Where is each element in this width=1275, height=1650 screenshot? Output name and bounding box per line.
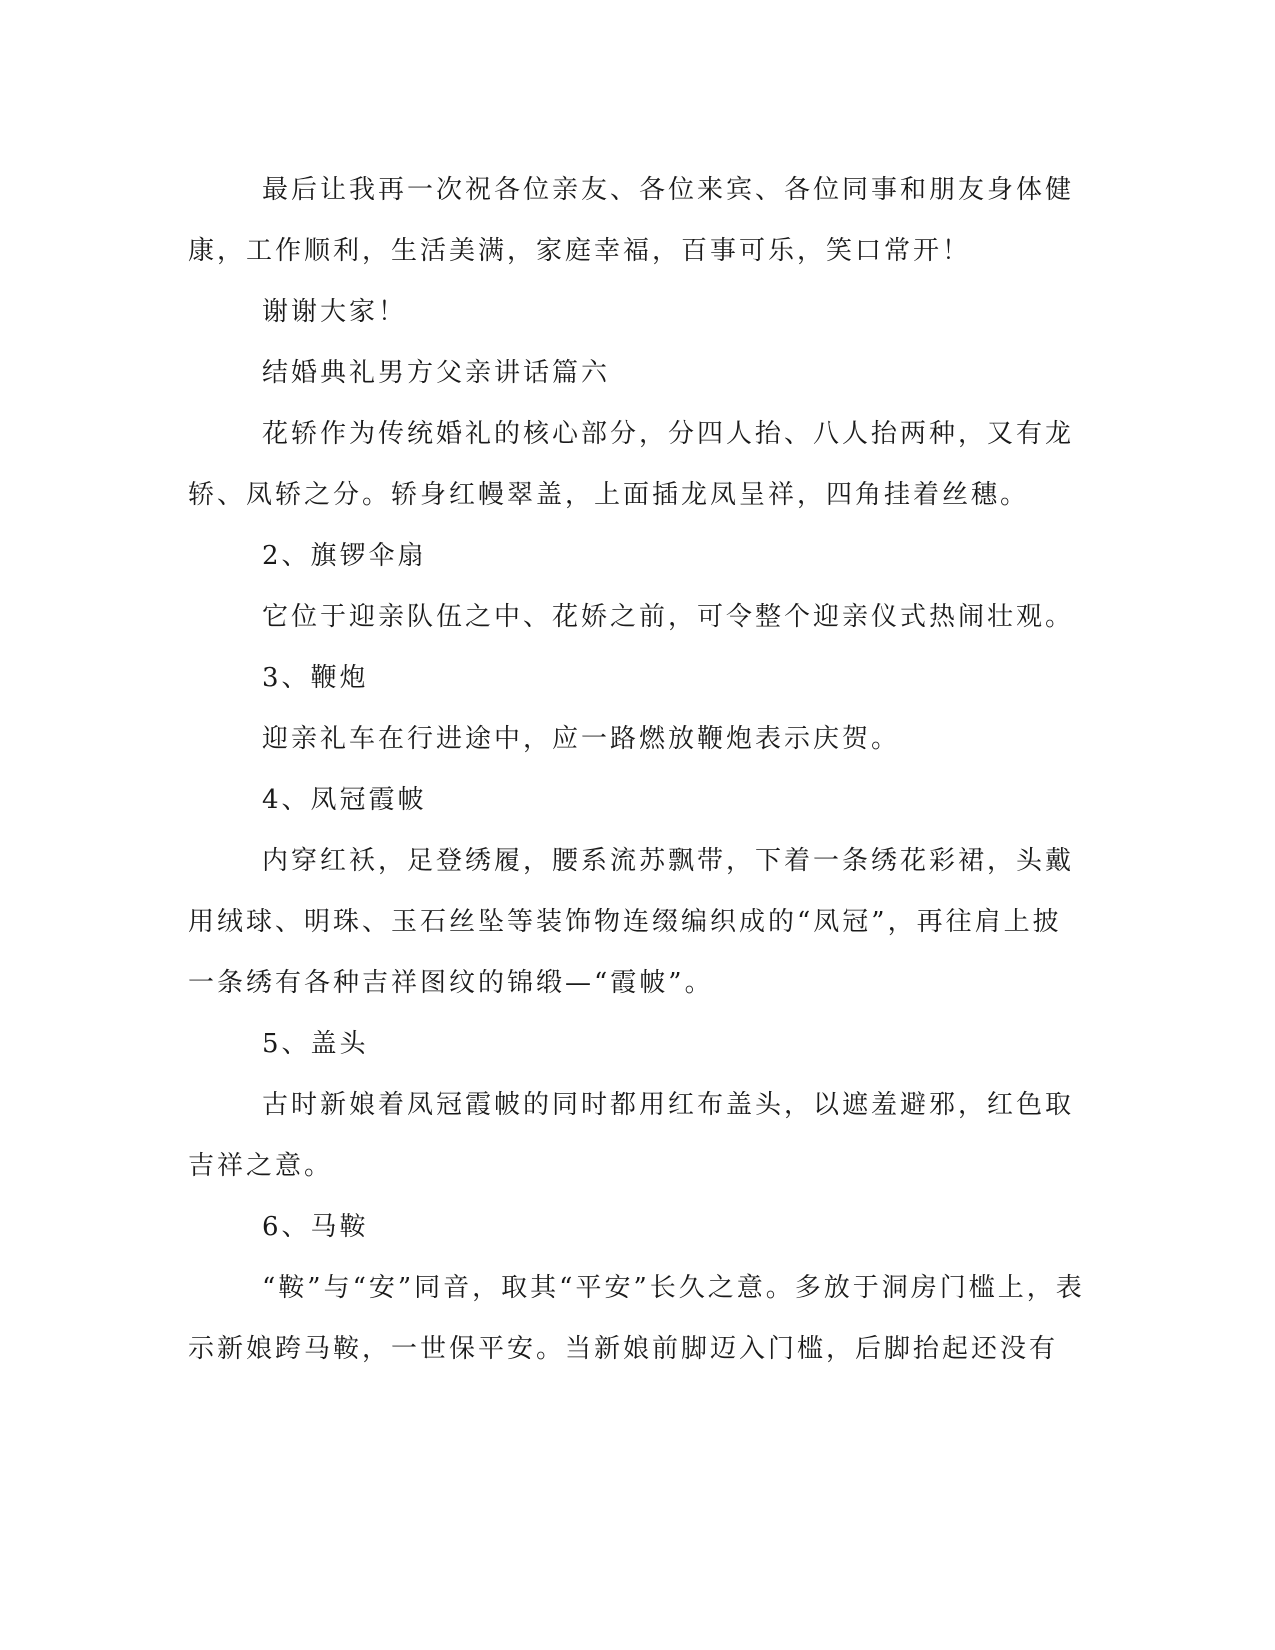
text-line: 花轿作为传统婚礼的核心部分，分四人抬、八人抬两种，又有龙 [262,419,1075,449]
text-line: 吉祥之意。 [188,1151,334,1181]
text-line: 它位于迎亲队伍之中、花娇之前，可令整个迎亲仪式热闹壮观。 [262,602,1075,632]
document-body [188,160,1088,1380]
text-line: 迎亲礼车在行进途中，应一路燃放鞭炮表示庆贺。 [262,724,901,754]
list-heading: 2、旗锣伞扇 [262,541,427,571]
list-heading: 3、鞭炮 [262,663,369,693]
section-heading: 结婚典礼男方父亲讲话篇六 [262,358,611,388]
text-line: 一条绣有各种吉祥图纹的锦缎—“霞帔”。 [188,968,714,998]
text-line: 谢谢大家！ [262,297,408,327]
list-heading: 5、盖头 [262,1029,369,1059]
text-line: 示新娘跨马鞍，一世保平安。当新娘前脚迈入门槛，后脚抬起还没有 [188,1334,1059,1364]
text-line: 内穿红袄，足登绣履，腰系流苏飘带，下着一条绣花彩裙，头戴 [262,846,1075,876]
text-line: 轿、凤轿之分。轿身红幔翠盖，上面插龙凤呈祥，四角挂着丝穗。 [188,480,1030,510]
text-line: 用绒球、明珠、玉石丝坠等装饰物连缀编织成的“凤冠”，再往肩上披 [188,907,1062,937]
list-heading: 6、马鞍 [262,1212,369,1242]
text-line: 最后让我再一次祝各位亲友、各位来宾、各位同事和朋友身体健 [262,175,1075,205]
text-line: 康，工作顺利，生活美满，家庭幸福，百事可乐，笑口常开！ [188,236,972,266]
text-line: “鞍”与“安”同音，取其“平安”长久之意。多放于洞房门槛上，表 [262,1273,1085,1303]
list-heading: 4、凤冠霞帔 [262,785,427,815]
text-line: 古时新娘着凤冠霞帔的同时都用红布盖头，以遮羞避邪，红色取 [262,1090,1075,1120]
